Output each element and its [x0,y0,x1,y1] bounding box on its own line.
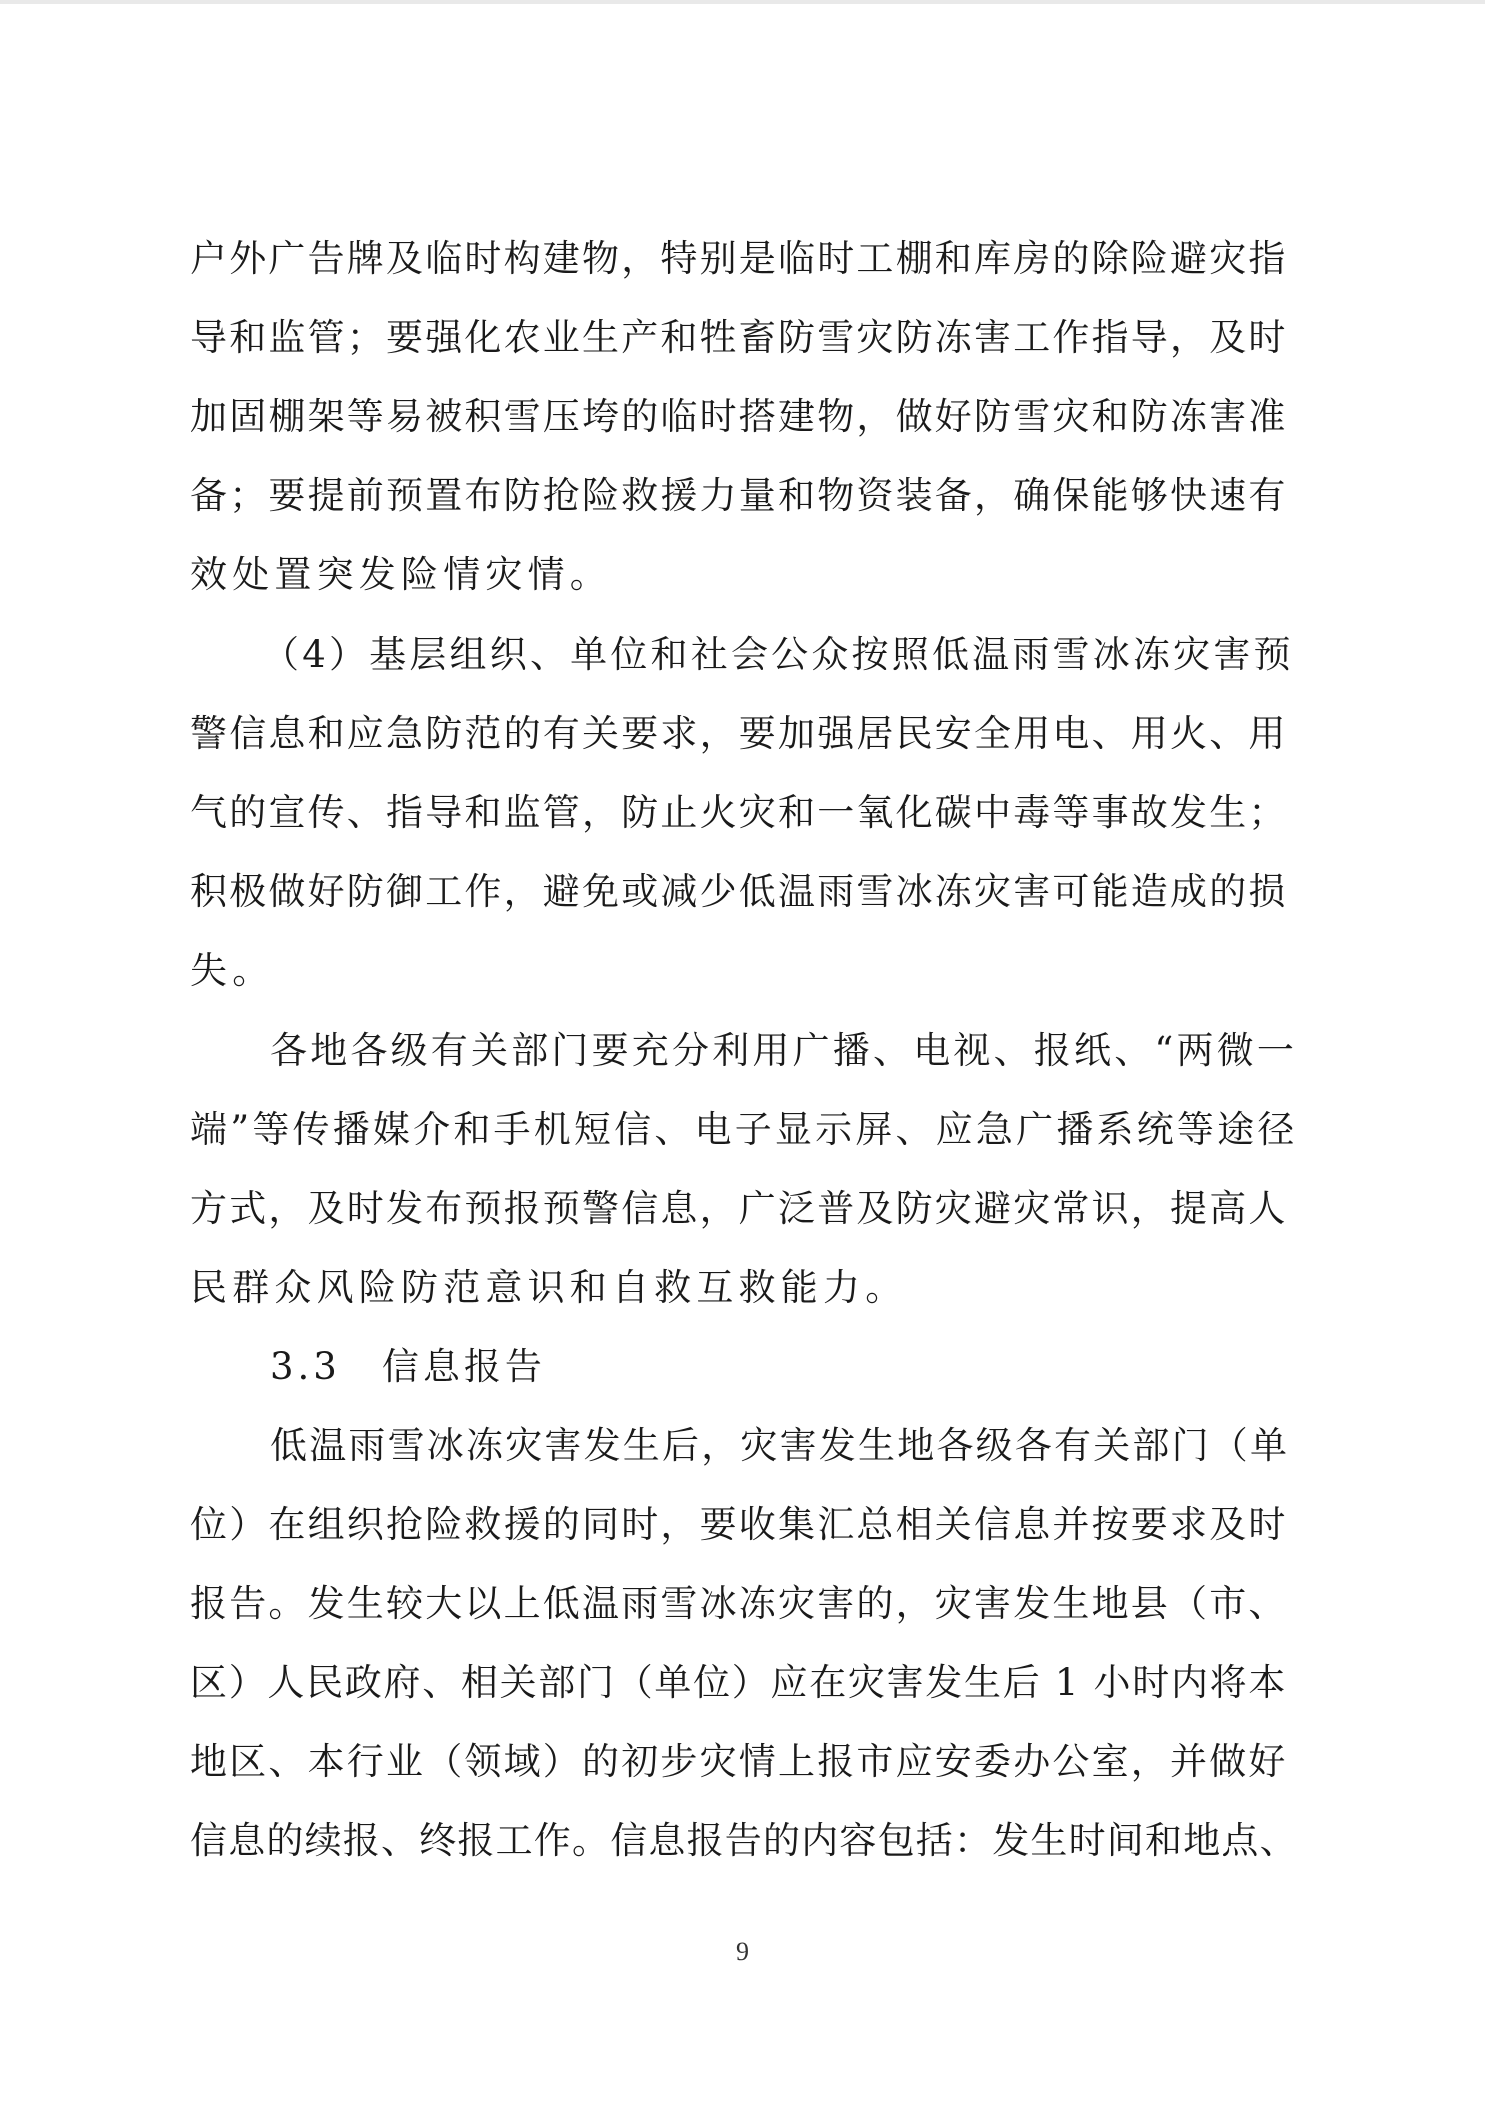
scan-edge-top [0,0,1485,4]
report-paragraph-line-6: 信息的续报、终报工作。信息报告的内容包括：发生时间和地点、 [190,1819,1298,1862]
section-heading: 3.3 信息报告 [270,1345,546,1388]
report-paragraph-line-2: 位）在组织抢险救援的同时，要收集汇总相关信息并按要求及时 [190,1503,1288,1546]
body-line-5: 效处置突发险情灾情。 [190,553,612,596]
report-paragraph-line-5: 地区、本行业（领域）的初步灾情上报市应安委办公室，并做好 [190,1740,1288,1783]
report-paragraph-line-3: 报告。发生较大以上低温雨雪冰冻灾害的，灾害发生地县（市、 [190,1582,1288,1625]
paragraph-4-line-3: 气的宣传、指导和监管，防止火灾和一氧化碳中毒等事故发生； [190,791,1288,834]
media-paragraph-line-1: 各地各级有关部门要充分利用广播、电视、报纸、“两微一 [270,1029,1298,1072]
body-line-3: 加固棚架等易被积雪压垮的临时搭建物，做好防雪灾和防冻害准 [190,395,1288,438]
body-line-2: 导和监管；要强化农业生产和牲畜防雪灾防冻害工作指导，及时 [190,316,1288,359]
paragraph-4-line-1: （4）基层组织、单位和社会公众按照低温雨雪冰冻灾害预 [262,633,1294,676]
paragraph-4-line-2: 警信息和应急防范的有关要求，要加强居民安全用电、用火、用 [190,712,1288,755]
paragraph-4-line-5: 失。 [190,949,275,992]
page-number: 9 [736,1937,749,1966]
media-paragraph-line-3: 方式，及时发布预报预警信息，广泛普及防灾避灾常识，提高人 [190,1187,1288,1230]
media-paragraph-line-4: 民群众风险防范意识和自救互救能力。 [190,1266,908,1309]
report-paragraph-line-1: 低温雨雪冰冻灾害发生后，灾害发生地各级各有关部门（单 [270,1424,1290,1467]
report-paragraph-line-4: 区）人民政府、相关部门（单位）应在灾害发生后 1 小时内将本 [190,1661,1288,1704]
body-line-1: 户外广告牌及临时构建物，特别是临时工棚和库房的除险避灾指 [190,237,1288,280]
paragraph-4-line-4: 积极做好防御工作，避免或减少低温雨雪冰冻灾害可能造成的损 [190,870,1288,913]
media-paragraph-line-2: 端”等传播媒介和手机短信、电子显示屏、应急广播系统等途径 [190,1108,1298,1151]
body-line-4: 备；要提前预置布防抢险救援力量和物资装备，确保能够快速有 [190,474,1288,517]
